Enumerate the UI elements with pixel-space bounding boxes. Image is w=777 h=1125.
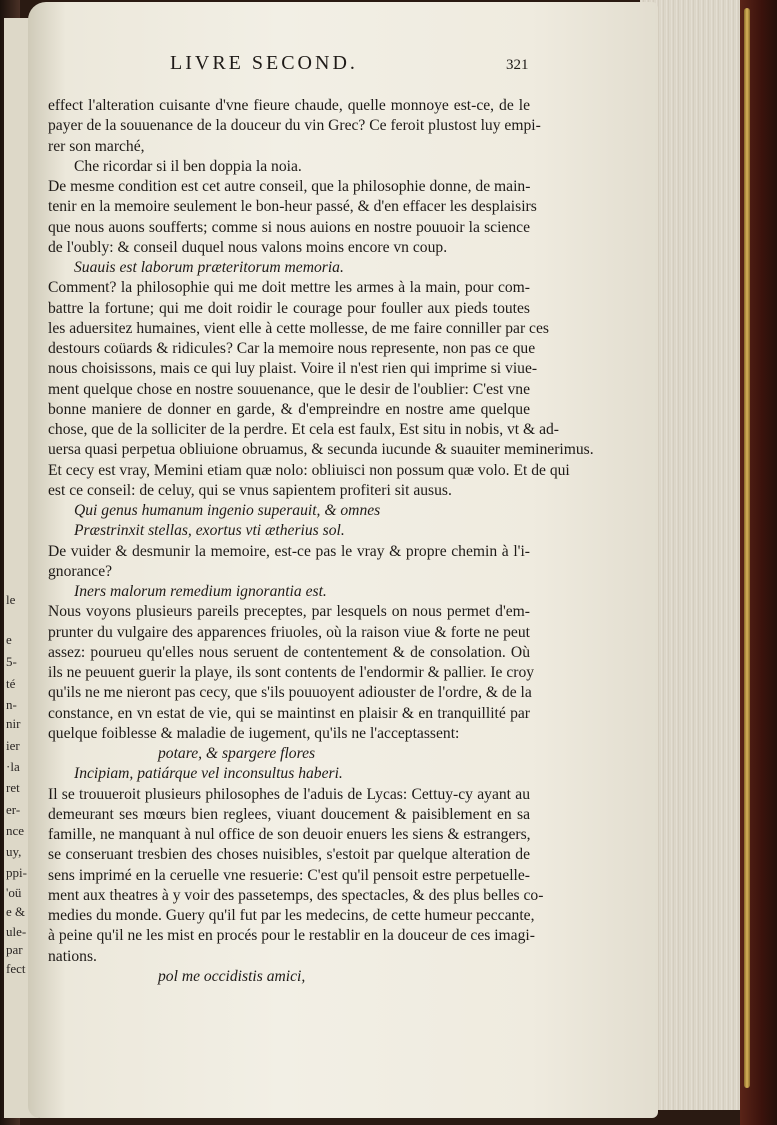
text-line: les aduersitez humaines, vient elle à cette mollesse, de me faire conniller par ces xyxy=(48,319,549,337)
left-margin-fragment: 'oü xyxy=(6,885,22,900)
text-line: assez: pourueu qu'elles nous seruent de contentement & de consolation. Où xyxy=(48,643,530,661)
page-text-block xyxy=(48,96,594,987)
text-line: Iners malorum remedium ignorantia est. xyxy=(74,583,327,600)
page-number: 321 xyxy=(506,57,529,73)
text-line: Præstrinxit stellas, exortus vti ætherius sol. xyxy=(74,522,345,540)
text-line: demeurant ses mœurs bien reglees, viuant doucement & paisiblement en sa xyxy=(48,805,530,823)
left-margin-fragment: fect xyxy=(6,961,26,976)
text-line: De mesme condition est cet autre conseil, que la philosophie donne, de main- xyxy=(48,178,531,195)
text-line: nous choisissons, mais ce qui luy plaist. Voire il n'est rien qui imprime si viue- xyxy=(48,360,538,378)
text-line: bonne maniere de donner en garde, & d'empreindre en nostre ame quelque xyxy=(48,400,530,418)
text-line: gnorance? xyxy=(48,562,113,580)
text-line: battre la fortune; qui me doit roidir le courage pour fouller aux pieds toutes xyxy=(48,299,530,317)
left-margin-fragment: uy, xyxy=(6,844,22,859)
left-margin-fragment: ret xyxy=(6,780,20,795)
text-line: qu'ils ne me nieront pas cecy, que s'ils pouuoyent adiouster de l'ordre, & de la xyxy=(48,684,532,702)
text-line: de l'oubly: & conseil duquel nous valons moins encore vn coup. xyxy=(48,238,448,256)
gilt-edge-decoration xyxy=(744,8,750,1088)
text-line: Incipiam, patiárque vel inconsultus haberi. xyxy=(74,765,343,783)
left-margin-fragment: par xyxy=(6,942,23,957)
text-line: medies du monde. Guery qu'il fut par les medecins, de cette humeur peccante, xyxy=(48,907,535,924)
text-line: Il se trouueroit plusieurs philosophes de l'aduis de Lycas: Cettuy-cy ayant au xyxy=(48,785,530,803)
left-margin-fragment: er- xyxy=(6,802,21,817)
text-line: De vuider & desmunir la memoire, est-ce pas le vray & propre chemin à l'i- xyxy=(48,542,530,560)
left-margin-fragment: ·la xyxy=(6,759,20,774)
text-line: Che ricordar si il ben doppia la noia. xyxy=(74,157,302,175)
text-line: Suauis est laborum præteritorum memoria. xyxy=(74,259,344,276)
left-margin-fragment: 5- xyxy=(6,654,17,669)
text-line: Et cecy est vray, Memini etiam quæ nolo: obliuisci non possum quæ volo. Et de qui xyxy=(48,461,570,479)
text-line: quelque foiblesse & maladie de iugement, qu'ils ne l'acceptassent: xyxy=(48,724,460,742)
text-line: se conseruant tresbien des choses nuisibles, s'estoit par quelque alteration de xyxy=(48,846,530,864)
text-line: Qui genus humanum ingenio superauit, & omnes xyxy=(74,502,381,519)
text-line: sens imprimé en la ceruelle vne resuerie: C'est qu'il pensoit estre perpetuelle- xyxy=(48,866,530,884)
left-margin-fragment: té xyxy=(6,676,16,691)
left-margin-fragment: nir xyxy=(6,716,21,731)
text-line: effect l'alteration cuisante d'vne fieure chaude, quelle monnoye est-ce, de le xyxy=(48,97,530,114)
text-line: uersa quasi perpetua obliuione obruamus, & secunda iucunde & suauiter meminerimus. xyxy=(48,441,594,459)
text-line: que nous auons soufferts; comme si nous auions en nostre pouuoir la science xyxy=(48,218,530,236)
left-margin-fragment: le xyxy=(6,592,16,607)
text-line: famille, ne manquant à nul office de son deuoir enuers les siens & estrangers, xyxy=(48,826,531,843)
text-line: prunter du vulgaire des apparences friuoles, où la raison viue & forte ne peut xyxy=(48,623,530,641)
text-line: payer de la souuenance de la douceur du vin Grec? Ce feroit plustost luy empi- xyxy=(48,117,541,135)
text-line: tenir en la memoire seulement le bon-heur passé, & d'en effacer les desplaisirs xyxy=(48,198,537,216)
text-line: ils ne peuuent guerir la playe, ils sont contents de l'endormir & pallier. Ie croy xyxy=(48,664,535,681)
left-margin-fragment: e & xyxy=(6,904,26,919)
left-margin-fragment: ule- xyxy=(6,924,27,939)
text-line: ment quelque chose en nostre souuenance, que le desir de l'oublier: C'est vne xyxy=(48,380,530,398)
text-line: Nous voyons plusieurs pareils preceptes, par lesquels on nous permet d'em- xyxy=(48,603,530,621)
text-line: destours coüards & ridicules? Car la memoire nous represente, non pas ce que xyxy=(48,340,536,357)
text-line: ment aux theatres à y voir des passetemps, des spectacles, & des plus belles co- xyxy=(48,886,544,904)
text-line: nations. xyxy=(48,947,97,965)
text-line: constance, en vn estat de vie, qui se maintinst en plaisir & en tranquillité par xyxy=(48,704,530,722)
left-margin-fragment: ier xyxy=(6,738,20,753)
text-line: potare, & spargere flores xyxy=(158,745,316,762)
running-head: LIVRE SECOND. xyxy=(170,52,358,74)
text-line: à peine qu'il ne les mist en procés pour le restablir en la douceur de ces imagi- xyxy=(48,927,535,945)
left-margin-fragment: e xyxy=(6,632,12,647)
text-line: rer son marché, xyxy=(48,137,145,155)
text-line: est ce conseil: de celuy, qui se vnus sapientem profiteri sit ausus. xyxy=(48,481,452,499)
left-margin-fragment: ppi- xyxy=(6,865,27,880)
text-line: chose, que de la solliciter de la perdre. Et cela est faulx, Est situ in nobis, vt & ad- xyxy=(48,421,559,438)
left-margin-fragment: nce xyxy=(6,823,25,838)
left-margin-fragment: n- xyxy=(6,697,17,712)
text-line: pol me occidistis amici, xyxy=(158,967,306,985)
text-line: Comment? la philosophie qui me doit mettre les armes à la main, pour com- xyxy=(48,279,530,297)
